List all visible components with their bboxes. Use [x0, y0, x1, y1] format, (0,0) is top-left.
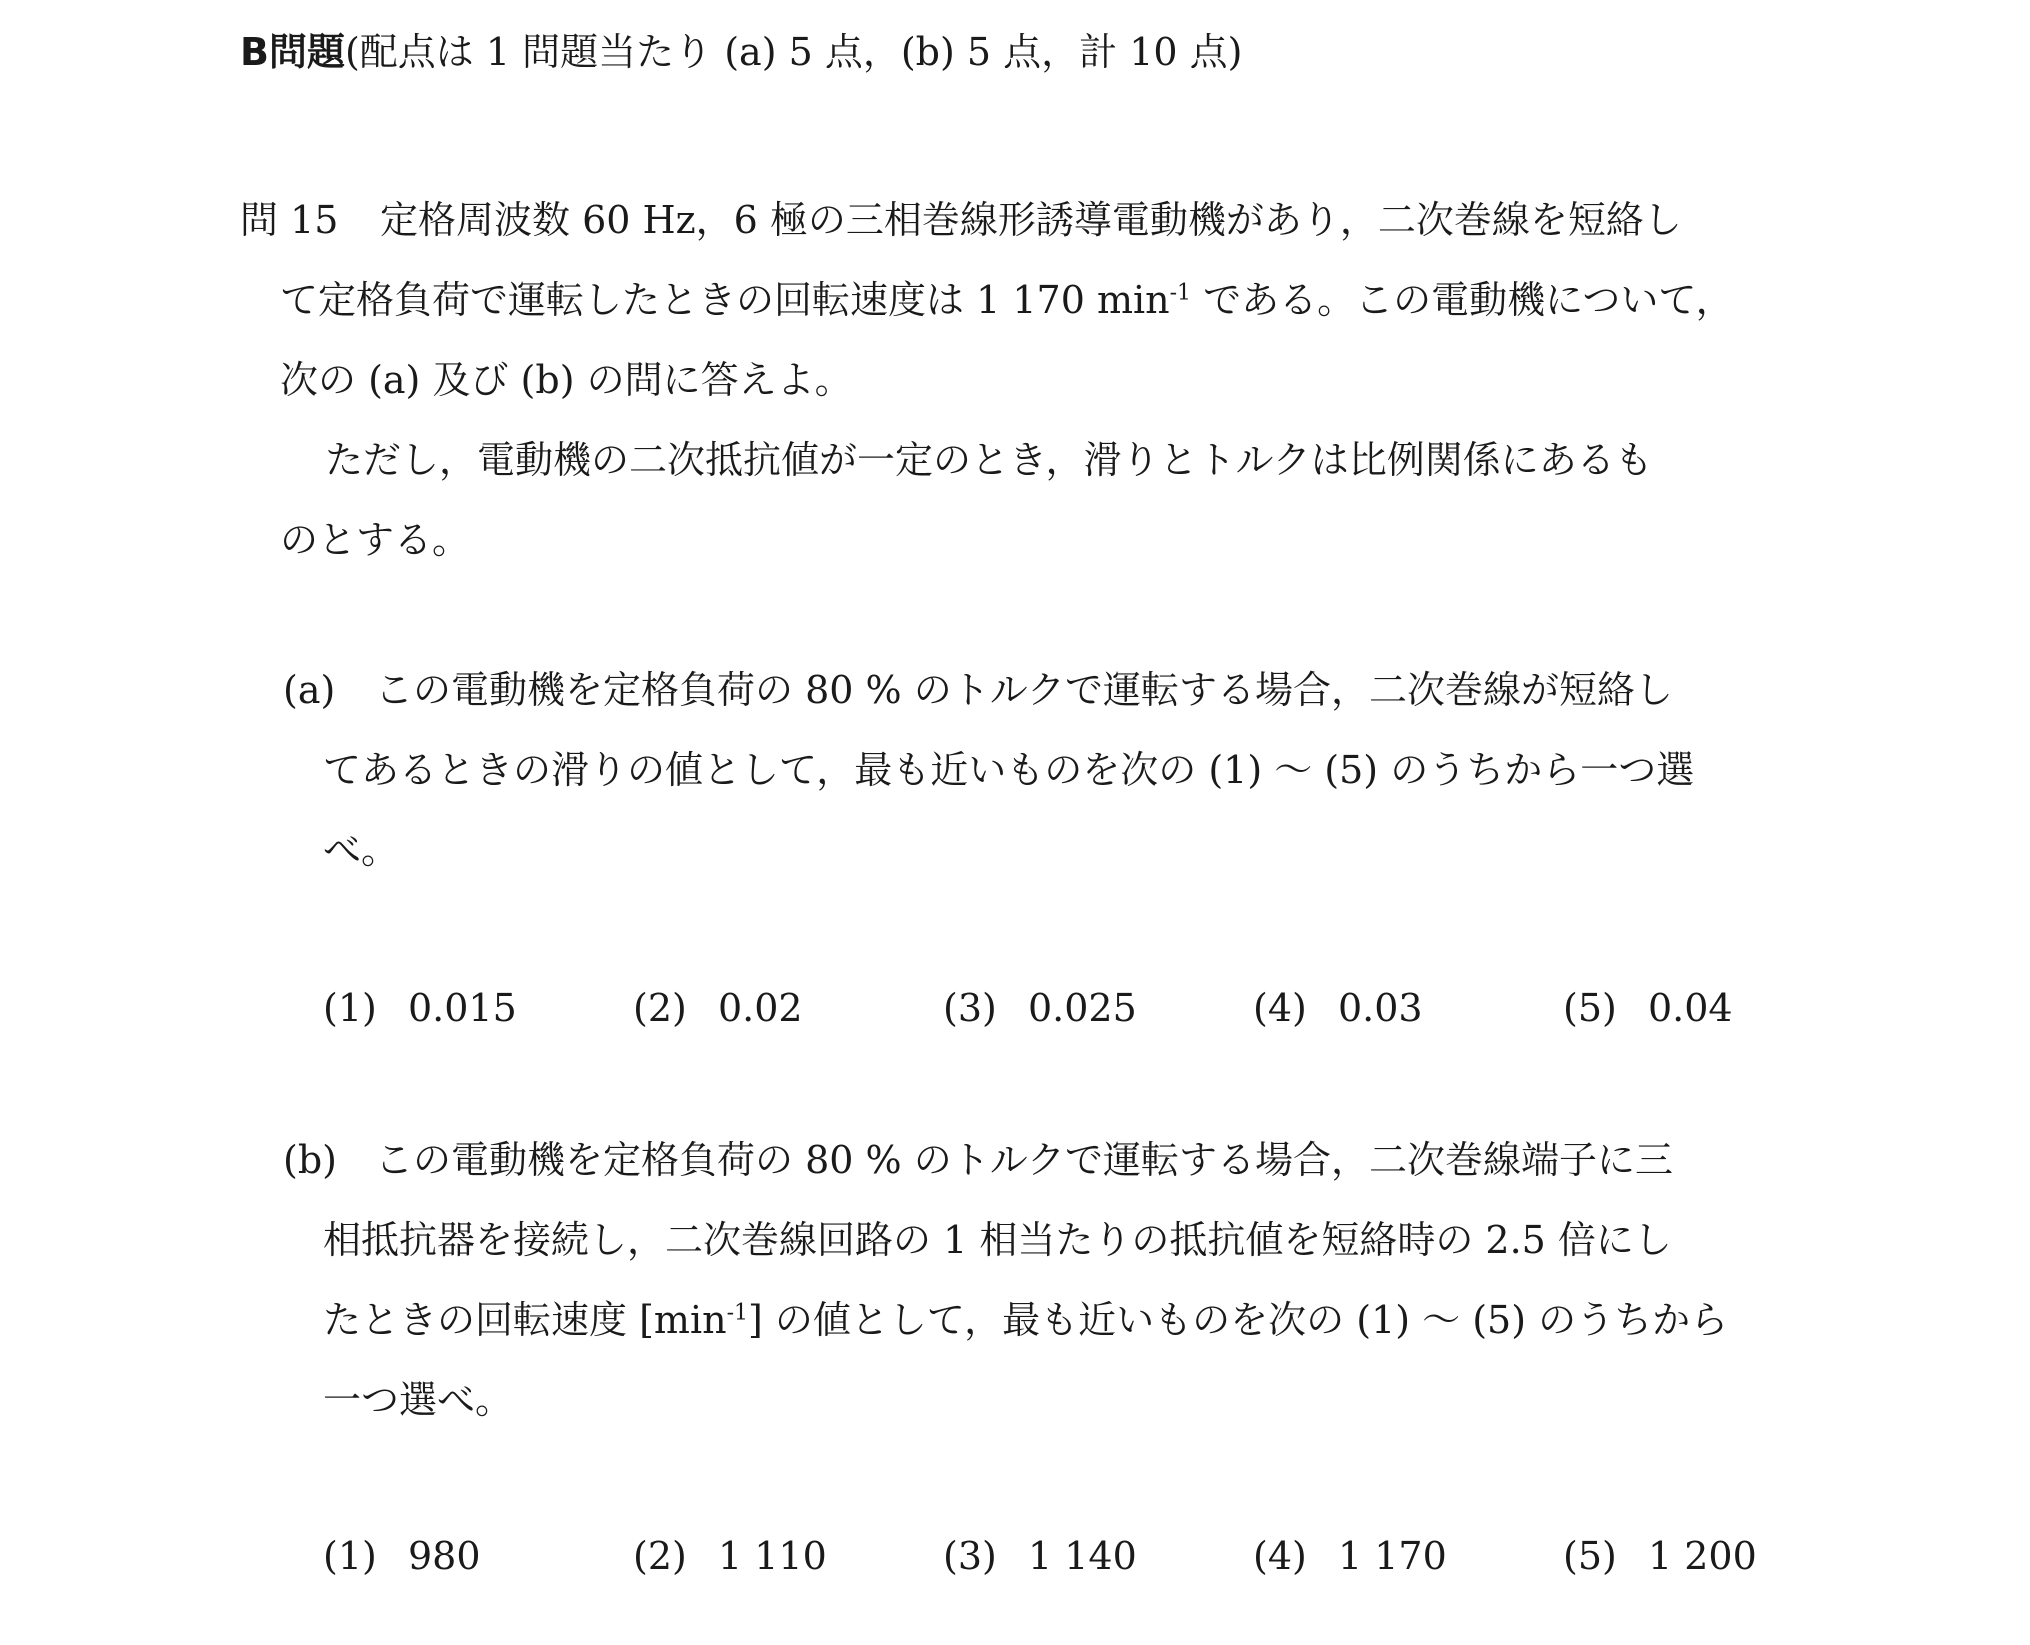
question-first-line: [240, 180, 1820, 260]
part-b-text-tail: ] の値として，最も近いものを次の (1) ～ (5) のうちから: [748, 1298, 1729, 1342]
part-a-text-line-3: べ。: [323, 828, 400, 872]
choice-a-3: [943, 980, 1253, 1036]
choice-b-4: [1253, 1528, 1563, 1584]
part-b-label: (b): [283, 1138, 337, 1182]
part-b-text-line-2: 相抵抗器を接続し，二次巻線回路の 1 相当たりの抵抗値を短絡時の 2.5 倍にし: [323, 1218, 1672, 1262]
part-a: [283, 650, 1823, 890]
part-b-first-line: [283, 1120, 1823, 1200]
part-a-text-line-2: てあるときの滑りの値として，最も近いものを次の (1) ～ (5) のうちから一つ選: [323, 748, 1695, 792]
choice-number: (3): [943, 1534, 997, 1578]
choice-number: (5): [1563, 1534, 1617, 1578]
choice-number: (4): [1253, 986, 1307, 1030]
part-b: [283, 1120, 1823, 1440]
part-a-label: (a): [283, 668, 336, 712]
part-a-text-line-1: この電動機を定格負荷の 80 % のトルクで運転する場合，二次巻線が短絡し: [375, 668, 1673, 712]
part-b-speed-text: たときの回転速度 [min: [323, 1298, 727, 1342]
choice-value: 0.03: [1338, 986, 1423, 1030]
question-text-tail: である。この電動機について，: [1191, 278, 1734, 322]
question-15: [240, 180, 1820, 580]
choice-a-1: [323, 980, 633, 1036]
question-text-line-2: [240, 260, 1820, 340]
choice-value: 1 140: [1028, 1534, 1137, 1578]
question-speed-text: て定格負荷で運転したときの回転速度は 1 170 min: [280, 278, 1170, 322]
choice-a-4: [1253, 980, 1563, 1036]
choice-number: (1): [323, 1534, 377, 1578]
choice-a-5: [1563, 980, 1873, 1036]
question-condition-line-1: ただし，電動機の二次抵抗値が一定のとき，滑りとトルクは比例関係にあるも: [325, 438, 1653, 482]
choice-number: (2): [633, 1534, 687, 1578]
choice-b-5: [1563, 1528, 1873, 1584]
choice-value: 1 110: [718, 1534, 827, 1578]
part-a-choices: [323, 980, 1873, 1036]
section-label: B問題: [240, 30, 345, 74]
choice-b-1: [323, 1528, 633, 1584]
choice-value: 1 170: [1338, 1534, 1447, 1578]
choice-value: 1 200: [1648, 1534, 1757, 1578]
part-a-first-line: [283, 650, 1823, 730]
choice-number: (4): [1253, 1534, 1307, 1578]
part-b-text-line-1: この電動機を定格負荷の 80 % のトルクで運転する場合，二次巻線端子に三: [375, 1138, 1673, 1182]
section-scoring-note: (配点は 1 問題当たり (a) 5 点，(b) 5 点，計 10 点): [344, 30, 1243, 74]
section-header: [240, 24, 1243, 80]
choice-number: (2): [633, 986, 687, 1030]
part-b-text-line-4: 一つ選べ。: [323, 1378, 514, 1422]
choice-a-2: [633, 980, 943, 1036]
question-text-line-1: 定格周波数 60 Hz，6 極の三相巻線形誘導電動機があり，二次巻線を短絡し: [380, 198, 1682, 242]
choice-number: (3): [943, 986, 997, 1030]
choice-b-2: [633, 1528, 943, 1584]
choice-value: 0.04: [1648, 986, 1733, 1030]
question-number: 問 15: [240, 198, 339, 242]
choice-number: (1): [323, 986, 377, 1030]
choice-value: 0.02: [718, 986, 803, 1030]
choice-value: 980: [408, 1534, 481, 1578]
unit-exponent: -1: [726, 1300, 749, 1326]
choice-b-3: [943, 1528, 1253, 1584]
part-b-choices: [323, 1528, 1873, 1584]
unit-exponent: -1: [1169, 280, 1192, 306]
question-text-line-3: 次の (a) 及び (b) の問に答えよ。: [280, 358, 853, 402]
choice-value: 0.025: [1028, 986, 1137, 1030]
choice-value: 0.015: [408, 986, 517, 1030]
part-b-text-line-3: [283, 1280, 1823, 1360]
choice-number: (5): [1563, 986, 1617, 1030]
question-condition-line-2: のとする。: [280, 518, 471, 562]
